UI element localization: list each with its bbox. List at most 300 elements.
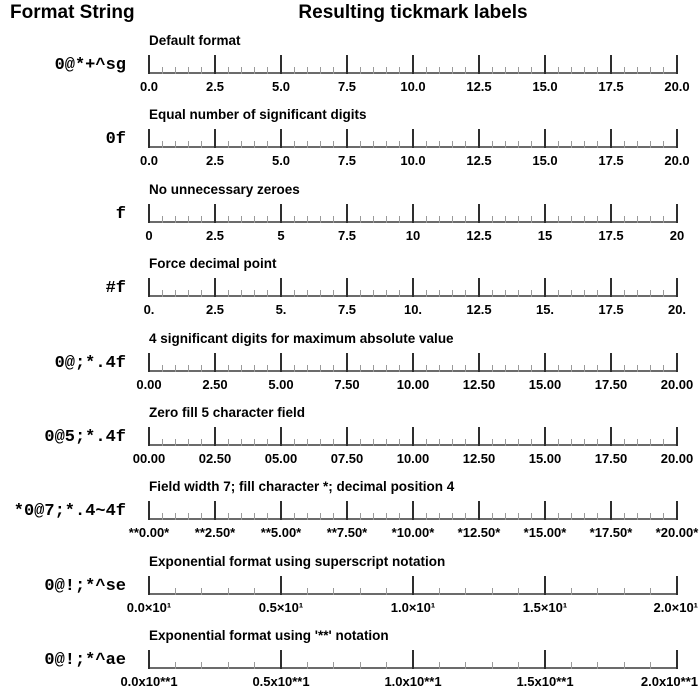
major-tick [478,427,480,446]
major-tick [412,278,414,297]
tick-label: 1.5x10**1 [516,674,574,688]
minor-tick [162,290,163,297]
tick-label: 5.0 [271,79,291,94]
tick-axis [149,575,677,595]
minor-tick [373,365,374,372]
major-tick [544,427,546,446]
minor-tick [584,216,585,223]
format-string: 0@5;*.4f [44,428,126,447]
minor-tick [241,439,242,446]
minor-tick [465,662,466,669]
minor-tick [201,662,202,669]
tick-label: 10.0 [400,153,426,169]
minor-tick [571,141,572,148]
minor-tick [505,67,506,74]
minor-tick [624,588,625,595]
major-tick [214,353,216,372]
minor-tick [452,141,453,148]
minor-tick [584,439,585,446]
format-string: 0@*+^sg [54,56,126,75]
major-tick [676,129,678,148]
minor-tick [663,290,664,297]
minor-tick [320,141,321,148]
minor-tick [571,290,572,297]
minor-tick [228,290,229,297]
minor-tick [188,513,189,520]
minor-tick [637,216,638,223]
minor-tick [307,141,308,148]
minor-tick [373,513,374,520]
minor-tick [175,290,176,297]
minor-tick [373,216,374,223]
page-title: Resulting tickmark labels [298,2,528,23]
minor-tick [399,439,400,446]
minor-tick [175,588,176,595]
tick-label: 12.50 [462,451,496,466]
minor-tick [254,365,255,372]
minor-tick [650,290,651,297]
major-tick [610,427,612,446]
major-tick [412,129,414,148]
tick-label: **0.00* [128,525,170,541]
tick-axis [149,277,677,297]
tick-label: 0.00 [136,376,162,392]
tick-label: 7.5 [337,227,357,243]
minor-tick [320,365,321,372]
tick-axis [149,426,677,446]
tick-label: **2.50* [194,525,236,541]
minor-tick [267,67,268,74]
minor-tick [360,141,361,148]
tick-labels [145,227,685,244]
minor-tick [558,513,559,520]
minor-tick [201,588,202,595]
major-tick [214,55,216,74]
minor-tick [492,365,493,372]
minor-tick [650,662,651,669]
minor-tick [492,67,493,74]
minor-tick [267,141,268,148]
minor-tick [637,67,638,74]
minor-tick [505,290,506,297]
major-tick [214,501,216,520]
tick-label: 7.5 [337,302,357,318]
minor-tick [452,67,453,74]
major-tick [346,501,348,520]
format-example-row [0,554,700,629]
minor-tick [637,365,638,372]
minor-tick [294,216,295,223]
format-example-row [0,479,700,554]
major-tick [676,427,678,446]
axis-description: Equal number of significant digits [149,107,367,123]
tick-label: *15.00* [523,525,567,541]
tick-label: 10.00 [396,376,430,392]
tick-label: 20. [667,302,687,318]
minor-tick [624,513,625,520]
minor-tick [399,365,400,372]
minor-tick [465,365,466,372]
minor-tick [650,141,651,148]
minor-tick [241,513,242,520]
minor-tick [505,439,506,446]
minor-tick [373,290,374,297]
major-tick [346,55,348,74]
major-tick [148,204,150,223]
minor-tick [201,439,202,446]
minor-tick [663,67,664,74]
minor-tick [175,513,176,520]
major-tick [478,129,480,148]
minor-tick [201,216,202,223]
minor-tick [439,439,440,446]
tick-label: **5.00* [260,525,302,541]
tick-label: 0.0 [139,153,159,169]
minor-tick [175,365,176,372]
minor-tick [650,216,651,223]
format-example-row [0,256,700,331]
minor-tick [373,439,374,446]
minor-tick [360,67,361,74]
format-string: #f [105,279,126,299]
minor-tick [241,216,242,223]
minor-tick [518,365,519,372]
tick-label: 12.50 [462,376,496,392]
major-tick [610,129,612,148]
minor-tick [465,513,466,520]
tick-axis [149,500,677,520]
tick-label: 10.0 [400,79,426,94]
minor-tick [360,439,361,446]
tick-labels [139,153,690,169]
minor-tick [307,216,308,223]
major-tick [478,501,480,520]
tick-label: *12.50* [457,525,501,541]
minor-tick [597,141,598,148]
minor-tick [571,365,572,372]
minor-tick [228,439,229,446]
tick-label: 07.50 [330,451,364,466]
tick-label: 20.0 [664,153,690,169]
minor-tick [518,216,519,223]
major-tick [676,204,678,223]
tick-label: 15.0 [532,153,558,169]
axis-rows [0,33,700,688]
minor-tick [492,588,493,595]
format-example-row [0,331,700,406]
minor-tick [399,67,400,74]
minor-tick [320,67,321,74]
tick-label: 0. [143,302,155,318]
minor-tick [452,513,453,520]
tick-label: 5.0 [271,153,291,169]
major-tick [544,55,546,74]
minor-tick [162,513,163,520]
minor-tick [637,290,638,297]
minor-tick [492,513,493,520]
minor-tick [267,216,268,223]
minor-tick [360,662,361,669]
major-tick [280,427,282,446]
minor-tick [584,141,585,148]
major-tick [346,353,348,372]
major-tick [676,353,678,372]
tick-labels [136,376,694,393]
format-example-row [0,182,700,257]
major-tick [148,278,150,297]
format-string: *0@7;*.4~4f [13,502,126,522]
minor-tick [531,365,532,372]
major-tick [412,204,414,223]
major-tick [610,204,612,223]
minor-tick [201,141,202,148]
minor-tick [267,365,268,372]
tick-label: 20.00 [660,451,694,466]
tick-label: **7.50* [326,525,368,541]
minor-tick [267,290,268,297]
minor-tick [584,67,585,74]
tick-label: 2.5 [205,227,225,243]
minor-tick [241,290,242,297]
minor-tick [188,67,189,74]
major-tick [412,501,414,520]
minor-tick [386,365,387,372]
minor-tick [624,365,625,372]
major-tick [280,278,282,297]
minor-tick [307,290,308,297]
tick-label: 5 [277,227,285,243]
minor-tick [452,216,453,223]
minor-tick [307,588,308,595]
minor-tick [426,141,427,148]
minor-tick [320,513,321,520]
format-string: 0@!;*^ae [44,651,126,671]
tick-label: 17.5 [598,153,624,169]
minor-tick [492,290,493,297]
minor-tick [465,290,466,297]
tick-labels [143,302,687,318]
tick-label: 2.0x10**1 [640,674,698,688]
tick-label: 10.00 [396,451,430,466]
tick-label: *20.00* [655,525,699,541]
minor-tick [254,439,255,446]
minor-tick [333,439,334,446]
minor-tick [426,290,427,297]
major-tick [544,204,546,223]
tick-label: 15.00 [528,451,562,466]
tick-label: 2.50 [202,376,228,392]
tick-label: 20.0 [664,79,690,94]
major-tick [148,129,150,148]
tick-label: 00.00 [132,451,166,466]
minor-tick [320,439,321,446]
tick-label: 20 [669,227,685,243]
minor-tick [624,67,625,74]
minor-tick [663,216,664,223]
tick-label: 12.5 [466,302,492,318]
minor-tick [465,439,466,446]
minor-tick [320,216,321,223]
minor-tick [399,141,400,148]
minor-tick [637,513,638,520]
tick-axis [149,649,677,669]
tick-label: 1.0x10**1 [384,674,442,688]
minor-tick [228,513,229,520]
minor-tick [294,290,295,297]
minor-tick [465,216,466,223]
minor-tick [175,67,176,74]
format-string: 0f [105,130,126,150]
major-tick [280,501,282,520]
tick-label: 1.0×10¹ [390,599,436,615]
minor-tick [571,662,572,669]
minor-tick [386,588,387,595]
minor-tick [558,290,559,297]
minor-tick [360,365,361,372]
major-tick [676,278,678,297]
minor-tick [360,513,361,520]
minor-tick [650,439,651,446]
tick-label: 02.50 [198,451,232,466]
tick-label: 17.5 [598,302,624,318]
minor-tick [637,141,638,148]
tick-labels [120,674,698,688]
major-tick [148,501,150,520]
format-string: 0@!;*^se [44,576,126,596]
minor-tick [333,365,334,372]
minor-tick [558,365,559,372]
minor-tick [307,365,308,372]
major-tick [544,353,546,372]
minor-tick [386,216,387,223]
tick-label: 20.00 [660,376,694,392]
major-tick [544,129,546,148]
major-tick [280,650,282,669]
minor-tick [518,513,519,520]
tick-label: 2.0×10¹ [653,599,698,615]
minor-tick [267,513,268,520]
minor-tick [333,662,334,669]
major-tick [412,576,414,595]
tick-label: 17.5 [598,79,624,94]
minor-tick [360,216,361,223]
tick-label: 10. [403,302,423,318]
minor-tick [518,141,519,148]
minor-tick [333,588,334,595]
minor-tick [518,662,519,669]
major-tick [214,129,216,148]
minor-tick [531,439,532,446]
minor-tick [307,439,308,446]
minor-tick [650,67,651,74]
minor-tick [492,216,493,223]
minor-tick [162,216,163,223]
tick-labels [126,599,698,616]
minor-tick [663,141,664,148]
minor-tick [228,67,229,74]
minor-tick [254,588,255,595]
minor-tick [650,513,651,520]
minor-tick [558,216,559,223]
minor-tick [228,216,229,223]
minor-tick [399,290,400,297]
format-string: f [115,204,126,224]
minor-tick [439,662,440,669]
major-tick [676,650,678,669]
minor-tick [492,662,493,669]
minor-tick [426,513,427,520]
minor-tick [624,662,625,669]
minor-tick [663,439,664,446]
minor-tick [597,290,598,297]
tick-label: 12.5 [466,153,492,169]
minor-tick [386,439,387,446]
minor-tick [518,588,519,595]
tick-label: 0.0x10**1 [120,674,178,688]
tick-label: 12.5 [466,227,492,243]
minor-tick [584,290,585,297]
minor-tick [201,67,202,74]
minor-tick [175,662,176,669]
minor-tick [597,67,598,74]
major-tick [544,650,546,669]
minor-tick [571,67,572,74]
minor-tick [439,141,440,148]
tick-label: 0.5x10**1 [252,674,310,688]
major-tick [610,55,612,74]
minor-tick [663,365,664,372]
minor-tick [386,141,387,148]
minor-tick [452,290,453,297]
major-tick [610,501,612,520]
minor-tick [307,513,308,520]
tick-label: 15 [537,227,553,243]
minor-tick [597,513,598,520]
minor-tick [597,662,598,669]
minor-tick [518,67,519,74]
axis-description: Field width 7; fill character *; decimal position 4 [149,479,455,495]
format-example-row [0,405,700,480]
tick-label: *10.00* [391,525,435,541]
minor-tick [188,141,189,148]
tick-label: 7.50 [334,376,360,392]
tick-label: 17.50 [594,451,628,466]
minor-tick [294,141,295,148]
major-tick [346,278,348,297]
minor-tick [439,290,440,297]
major-tick [280,204,282,223]
minor-tick [624,141,625,148]
major-tick [544,576,546,595]
minor-tick [175,141,176,148]
minor-tick [188,439,189,446]
major-tick [346,204,348,223]
format-example-row [0,33,700,108]
minor-tick [386,290,387,297]
major-tick [148,353,150,372]
axis-description: Exponential format using superscript notation [149,553,446,569]
minor-tick [624,216,625,223]
minor-tick [162,439,163,446]
major-tick [412,55,414,74]
tick-label: 7.5 [337,153,357,169]
minor-tick [267,439,268,446]
major-tick [346,129,348,148]
major-tick [544,501,546,520]
minor-tick [505,141,506,148]
tick-axis [149,54,677,74]
minor-tick [162,141,163,148]
